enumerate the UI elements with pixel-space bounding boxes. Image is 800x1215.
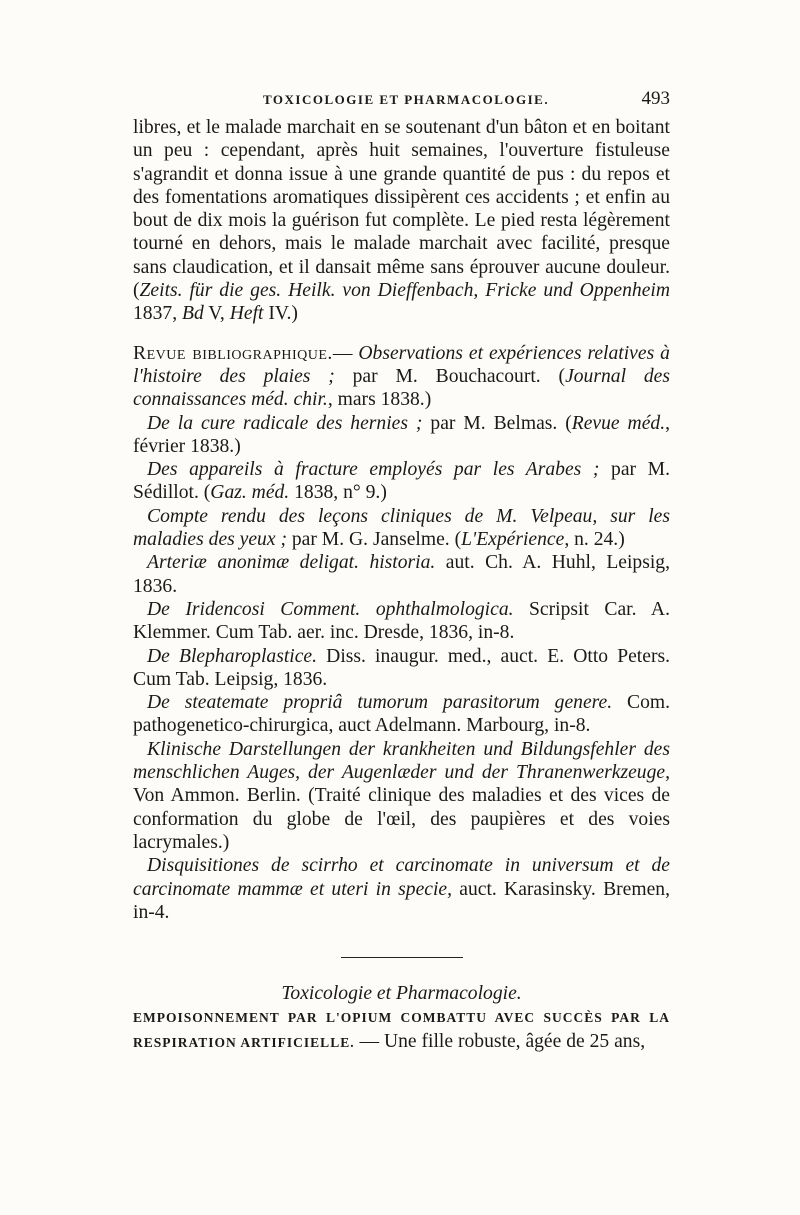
- bibliography-entry: De steatemate propriâ tumorum parasitorum genere. Com. pathogenetico-chirurgica, auct Adelmann. Marbourg, in-8.: [133, 692, 671, 737]
- bibliography-entry: De la cure radicale des hernies ; par M. Belmas. (Revue méd., février 1838.): [133, 412, 671, 457]
- bibliography-entry: Compte rendu des leçons cliniques de M. Velpeau, sur les maladies des yeux ; par M. G. Janselme. (L'Expérience, n. 24.): [133, 505, 670, 551]
- bibliography: [133, 342, 670, 924]
- running-head: [133, 88, 670, 116]
- running-title: TOXICOLOGIE ET PHARMACOLOGIE.: [263, 92, 550, 107]
- section-divider: [341, 957, 463, 958]
- article-title-caps: EMPOISONNEMENT PAR L'OPIUM COMBATTU AVEC SUCCÈS PAR LA RESPIRATION ARTIFICIELLE.: [133, 1010, 670, 1050]
- body-text: [133, 116, 670, 1054]
- section-heading: Toxicologie et Pharmacologie.: [281, 983, 522, 1005]
- bibliography-entry: De Blepharoplastice. Diss. inaugur. med., auct. E. Otto Peters. Cum Tab. Leipsig, 1836.: [133, 645, 670, 690]
- book-page: [133, 88, 670, 1054]
- final-paragraph: EMPOISONNEMENT PAR L'OPIUM COMBATTU AVEC SUCCÈS PAR LA RESPIRATION ARTIFICIELLE. — Une fille robuste, âgée de 25 ans,: [133, 1010, 670, 1052]
- bibliography-entry: Arteriæ anonimæ deligat. historia. aut. Ch. A. Huhl, Leipsig, 1836.: [133, 552, 670, 597]
- bibliography-label: Revue bibliographique.: [133, 342, 333, 364]
- bibliography-entry: Klinische Darstellungen der krankheiten und Bildungsfehler des menschlichen Auges, der Augenlæder und der Thranenwerkzeuge, Von Ammon. Berlin. (Traité clinique des maladies et des vices de conformation du globe de l'œil, des paupières et des voies lacrymales.): [133, 738, 670, 853]
- bibliography-entry: Des appareils à fracture employés par les Arabes ; par M. Sédillot. (Gaz. méd. 1838, n° 9.): [133, 459, 671, 504]
- bibliography-entry: Revue bibliographique.— Observations et expériences relatives à l'histoire des plaies ; par M. Bouchacourt. (Journal des connaissances méd. chir., mars 1838.): [133, 342, 670, 411]
- bibliography-entry: Disquisitiones de scirrho et carcinomate in universum et de carcinomate mammæ et uteri in specie, auct. Karasinsky. Bremen, in-4.: [133, 855, 670, 923]
- opening-paragraph: libres, et le malade marchait en se soutenant d'un bâton et en boitant un peu : cependant, après huit semaines, l'ouverture fistuleuse s'agrandit et donna issue à une grande quantité de pus : du repos et des fomentations aromatiques dissipèrent ces accidents ; et enfin au bout de dix mois la guérison fut complète. Le pied resta légèrement tourné en dehors, mais le malade marchait avec facilité, presque sans claudication, et il dansait même sans éprouver aucune douleur. (Zeits. für die ges. Heilk. von Dieffenbach, Fricke und Oppenheim 1837, Bd V, Heft IV.): [133, 117, 670, 325]
- bibliography-entry: De Iridencosi Comment. ophthalmologica. Scripsit Car. A. Klemmer. Cum Tab. aer. inc. Dresde, 1836, in-8.: [133, 598, 670, 644]
- page-number: 493: [641, 88, 670, 109]
